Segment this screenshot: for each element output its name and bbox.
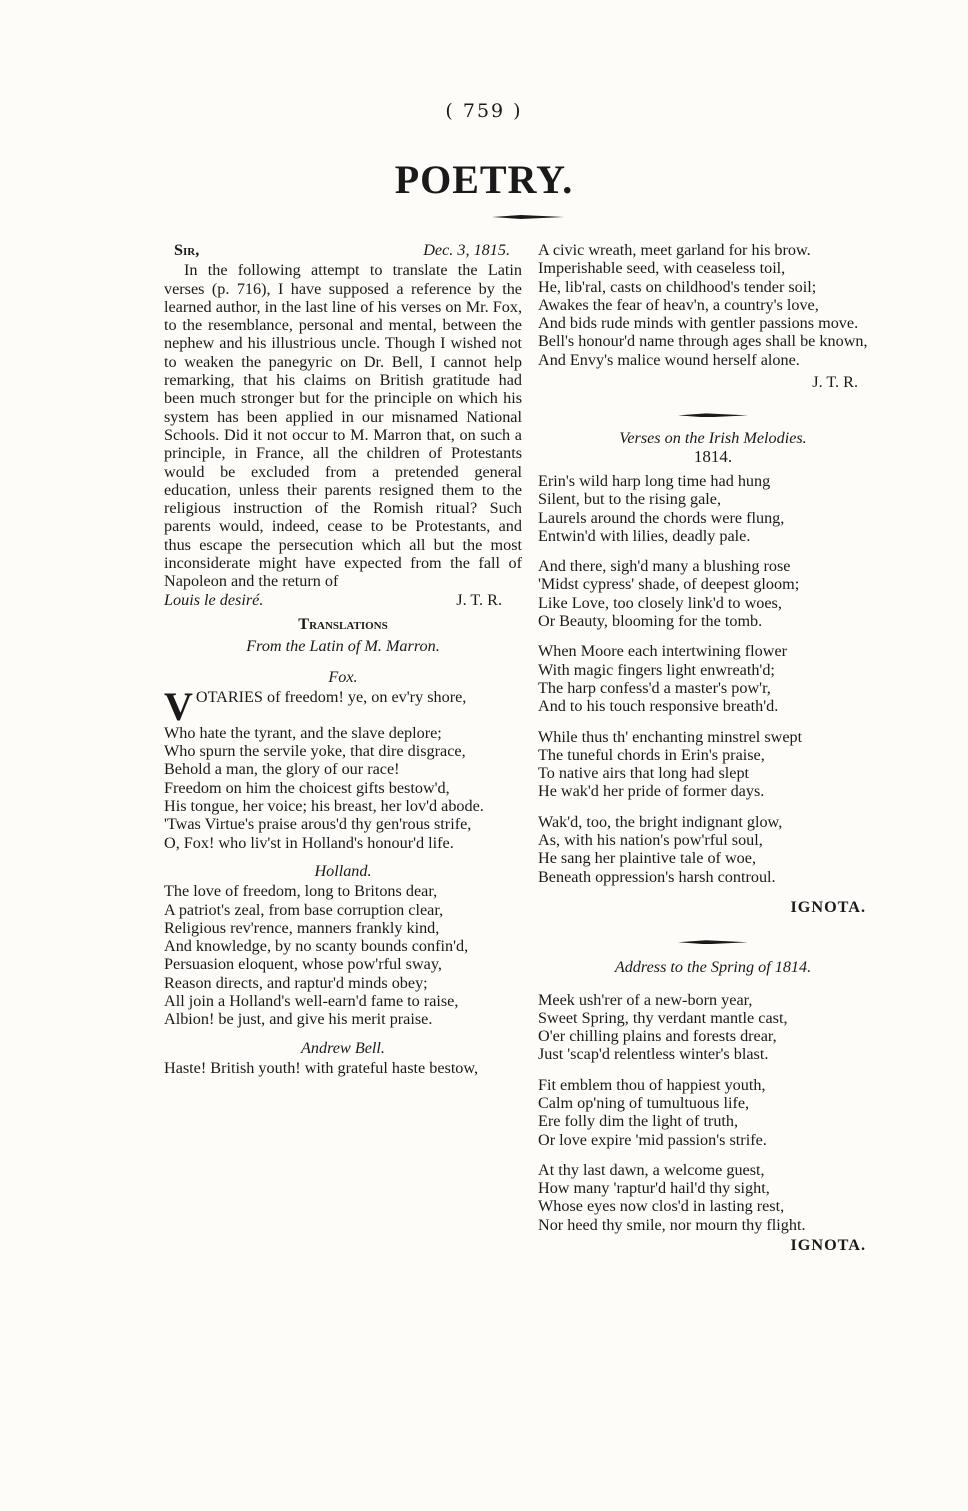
fox-line: Who hate the tyrant, and the slave deplore; [164, 723, 442, 742]
spring-signature: IGNOTA. [790, 1236, 866, 1255]
letter-signature: J. T. R. [456, 590, 502, 609]
spring-line: Or love expire 'mid passion's strife. [538, 1130, 767, 1149]
page-number: ( 759 ) [445, 100, 523, 122]
holland-title: Holland. [314, 861, 372, 880]
spring-line: Sweet Spring, thy verdant mantle cast, [538, 1008, 788, 1027]
spring-line: Ere folly dim the light of truth, [538, 1112, 739, 1131]
translations-heading: Translations [298, 614, 388, 633]
fox-line: His tongue, her voice; his breast, her lov'd abode. [164, 797, 484, 816]
irish-line: And to his touch responsive breath'd. [538, 697, 779, 716]
section-rule-1 [678, 413, 748, 417]
holland-line: Albion! be just, and give his merit praise. [164, 1010, 433, 1029]
fox-line: Freedom on him the choicest gifts bestow'd, [164, 778, 450, 797]
letter-date: Dec. 3, 1815. [423, 241, 510, 259]
irish-line: And there, sigh'd many a blushing rose [538, 557, 791, 576]
holland-line: Religious rev'rence, manners frankly kind, [164, 918, 440, 937]
holland-line: The love of freedom, long to Britons dear, [164, 882, 438, 901]
irish-title: Verses on the Irish Melodies. [619, 429, 807, 448]
irish-line: Beneath oppression's harsh controul. [538, 867, 776, 886]
spring-line: Calm op'ning of tumultuous life, [538, 1093, 750, 1112]
left-column [164, 241, 522, 1077]
irish-line: While thus th' enchanting minstrel swept [538, 727, 803, 746]
fox-first-line: OTARIES of freedom! ye, on ev'ry shore, [195, 687, 467, 706]
irish-stanza [538, 813, 888, 886]
bell-line: Haste! British youth! with grateful haste bestow, [164, 1058, 479, 1077]
holland-poem [164, 882, 522, 1028]
bell-poem-part1 [164, 1059, 522, 1077]
irish-line: Laurels around the chords were flung, [538, 508, 785, 527]
fox-line: Who spurn the servile yoke, that dire disgrace, [164, 742, 466, 761]
letter-body: In the following attempt to translate the Latin verses (p. 716), I have supposed a reference by the learned author, in the last line of his verses on Mr. Fox, to the resemblance, personal and mental, between the nephew and his illustrious uncle. Though I wished not to weaken the panegyric on Dr. Bell, I cannot help remarking, that his claims on British gratitude had been much stronger but for the principle on which his system has been applied in our misnamed National Schools. Did it not occur to M. Marron that, on such a principle, in France, all the children of Protestants would be excluded from a pretended general education, unless their parents resigned them to the religious instruction of the Romish ritual? Such parents would, indeed, cease to be Protestants, and thus escape the persecution which all but the most inconsiderate might have expected from the fall of Napoleon and the return of [164, 261, 522, 591]
irish-line: To native airs that long had slept [538, 764, 750, 783]
spring-line: How many 'raptur'd hail'd thy sight, [538, 1179, 770, 1198]
spring-stanza [538, 1076, 888, 1149]
holland-line: Persuasion eloquent, whose pow'rful sway, [164, 955, 442, 974]
irish-line: Or Beauty, blooming for the tomb. [538, 612, 763, 631]
irish-stanza [538, 642, 888, 715]
holland-line: Reason directs, and raptur'd minds obey; [164, 973, 428, 992]
irish-line: The harp confess'd a master's pow'r, [538, 678, 771, 697]
spring-line: At thy last dawn, a welcome guest, [538, 1160, 765, 1179]
letter-salutation: Sir, [174, 241, 200, 259]
spring-line: Nor heed thy smile, nor mourn thy flight. [538, 1215, 806, 1234]
irish-line: Silent, but to the rising gale, [538, 490, 721, 509]
bell-line: Awakes the fear of heav'n, a country's love, [538, 295, 819, 314]
irish-line: Entwin'd with lilies, deadly pale. [538, 526, 751, 545]
irish-line: He sang her plaintive tale of woe, [538, 849, 757, 868]
bell-line: A civic wreath, meet garland for his brow. [538, 241, 811, 259]
irish-line: When Moore each intertwining flower [538, 642, 788, 661]
translations-subheading: From the Latin of M. Marron. [246, 637, 440, 656]
spring-line: Just 'scap'd relentless winter's blast. [538, 1045, 769, 1064]
spring-line: O'er chilling plains and forests drear, [538, 1027, 777, 1046]
spring-line: Whose eyes now clos'd in lasting rest, [538, 1197, 785, 1216]
fox-poem [164, 683, 522, 852]
bell-line: And Envy's malice wound herself alone. [538, 350, 800, 369]
spring-title: Address to the Spring of 1814. [614, 958, 812, 977]
irish-line: With magic fingers light enwreath'd; [538, 660, 775, 679]
irish-year: 1814. [693, 446, 733, 466]
title-rule [492, 215, 564, 219]
holland-line: All join a Holland's well-earn'd fame to raise, [164, 991, 459, 1010]
irish-line: 'Midst cypress' shade, of deepest gloom; [538, 575, 800, 594]
bell-line: Imperishable seed, with ceaseless toil, [538, 259, 786, 278]
fox-line: Behold a man, the glory of our race! [164, 760, 400, 779]
irish-line: Like Love, too closely link'd to woes, [538, 593, 782, 612]
bell-poem-part2 [538, 241, 888, 369]
fox-dropcap: V [164, 683, 193, 729]
bell-line: Bell's honour'd name through ages shall be known, [538, 332, 868, 351]
irish-stanza [538, 728, 888, 801]
irish-line: The tuneful chords in Erin's praise, [538, 745, 765, 764]
irish-line: As, with his nation's pow'rful soul, [538, 831, 763, 850]
holland-line: A patriot's zeal, from base corruption clear, [164, 900, 444, 919]
letter-signoff [164, 591, 522, 609]
bell-signature: J. T. R. [812, 373, 858, 392]
bell-line: And bids rude minds with gentler passions move. [538, 314, 859, 333]
fox-line: O, Fox! who liv'st in Holland's honour'd life. [164, 833, 454, 852]
bell-line: He, lib'ral, casts on childhood's tender soil; [538, 277, 817, 296]
irish-poem [538, 472, 888, 886]
letter-closing: Louis le desiré. [164, 590, 264, 609]
fox-title: Fox. [328, 667, 358, 686]
spring-poem [538, 991, 888, 1235]
holland-line: And knowledge, by no scanty bounds confin'd, [164, 937, 469, 956]
irish-line: Wak'd, too, the bright indignant glow, [538, 812, 783, 831]
section-rule-2 [678, 940, 748, 944]
bell-title: Andrew Bell. [301, 1038, 385, 1057]
spring-line: Meek ush'rer of a new-born year, [538, 990, 753, 1009]
spring-stanza [538, 991, 888, 1064]
fox-line: 'Twas Virtue's praise arous'd thy gen'rous strife, [164, 815, 472, 834]
spring-line: Fit emblem thou of happiest youth, [538, 1075, 766, 1094]
irish-line: He wak'd her pride of former days. [538, 782, 765, 801]
page-title: POETRY. [394, 157, 574, 202]
irish-stanza [538, 472, 888, 545]
letter-header [164, 241, 522, 259]
irish-signature: IGNOTA. [790, 897, 866, 916]
spring-stanza [538, 1161, 888, 1234]
irish-stanza [538, 557, 888, 630]
right-column [538, 241, 888, 1254]
irish-line: Erin's wild harp long time had hung [538, 471, 771, 490]
